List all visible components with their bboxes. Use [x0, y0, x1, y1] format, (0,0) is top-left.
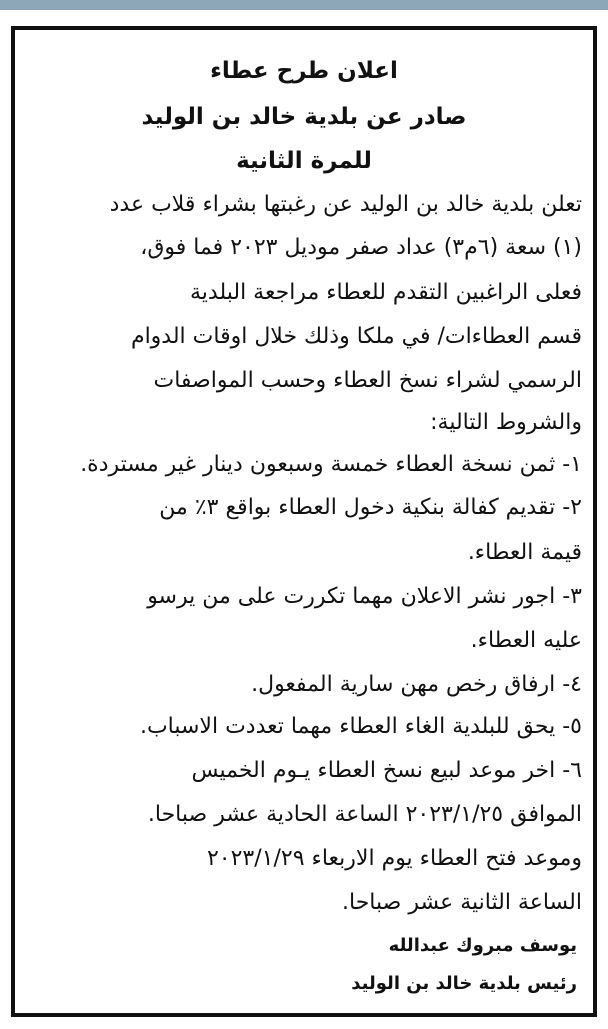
announcement-frame — [11, 26, 597, 1017]
condition-2: ٢- تقديم كفالة بنكية دخول العطاء بواقع ٣٪ من — [159, 495, 582, 520]
opening-time-line: الساعة الثانية عشر صباحا. — [342, 890, 582, 915]
body-line-5: الرسمي لشراء نسخ العطاء وحسب المواصفات — [153, 368, 582, 393]
condition-3-cont: عليه العطاء. — [470, 628, 582, 653]
condition-4: ٤- ارفاق رخص مهن سارية المفعول. — [251, 672, 582, 697]
top-color-band — [0, 0, 608, 10]
condition-2-cont: قيمة العطاء. — [467, 540, 582, 565]
body-line-2: (١) سعة (٦م٣) عداد صفر موديل ٢٠٢٣ فما فوق، — [140, 235, 582, 260]
body-line-1: تعلن بلدية خالد بن الوليد عن رغبتها بشراء قلاب عدد — [109, 192, 582, 217]
announcement-document — [15, 30, 593, 1013]
signatory-title: رئيس بلدية خالد بن الوليد — [351, 973, 577, 994]
body-line-6: والشروط التالية: — [430, 410, 582, 435]
condition-1: ١- ثمن نسخة العطاء خمسة وسبعون دينار غير مستردة. — [80, 452, 582, 477]
issuer-line: صادر عن بلدية خالد بن الوليد — [141, 104, 467, 130]
condition-3: ٣- اجور نشر الاعلان مهما تكررت على من يرسو — [147, 584, 582, 609]
second-time-line: للمرة الثانية — [236, 148, 372, 174]
body-line-3: فعلى الراغبين التقدم للعطاء مراجعة البلدية — [189, 280, 582, 305]
opening-date-line: وموعد فتح العطاء يوم الاربعاء ٢٠٢٣/١/٢٩ — [206, 846, 582, 871]
announcement-title: اعلان طرح عطاء — [210, 58, 398, 84]
body-line-4: قسم العطاءات/ في ملكا وذلك خلال اوقات الدوام — [130, 324, 582, 349]
condition-6: ٦- اخر موعد لبيع نسخ العطاء يـوم الخميس — [191, 758, 582, 783]
condition-6-cont: الموافق ٢٠٢٣/١/٢٥ الساعة الحادية عشر صباحا. — [147, 802, 582, 827]
condition-5: ٥- يحق للبلدية الغاء العطاء مهما تعددت الاسباب. — [139, 714, 582, 739]
signatory-name: يوسف مبروك عبدالله — [388, 935, 577, 956]
